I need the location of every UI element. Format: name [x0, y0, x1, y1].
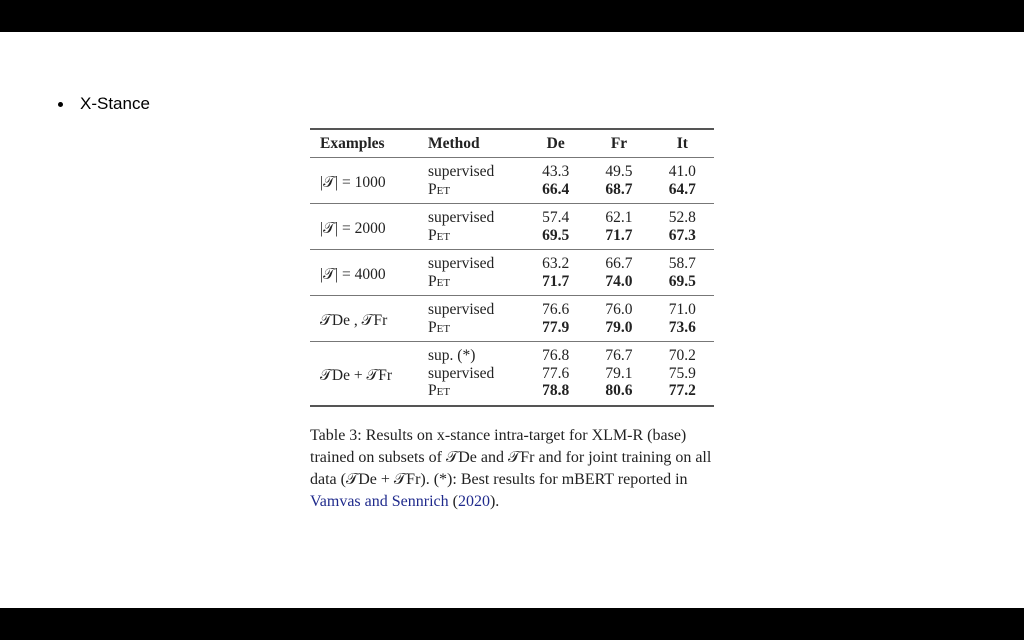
- score-fr-cell: 76.0: [605, 301, 633, 318]
- examples-cell: 𝒯De , 𝒯Fr: [320, 312, 388, 330]
- table-group: [310, 204, 714, 250]
- score-it-cell: 73.6: [668, 318, 696, 336]
- score-fr-cell: 49.5: [605, 163, 633, 180]
- bullet-item: [58, 94, 150, 114]
- score-fr-cell: 76.7: [605, 347, 633, 364]
- citation-year-link[interactable]: 2020: [457, 492, 490, 510]
- score-fr-cell: 74.0: [605, 272, 633, 290]
- score-de-cell: 78.8: [542, 382, 570, 399]
- table-row: [310, 204, 714, 227]
- score-de-cell: 76.8: [542, 347, 570, 364]
- table-row: [310, 250, 714, 273]
- score-de-cell: 77.6: [542, 364, 570, 382]
- score-it-cell: 52.8: [668, 209, 696, 226]
- examples-cell: |𝒯| = 4000: [320, 266, 386, 284]
- method-cell: Pet: [428, 272, 451, 290]
- method-cell: supervised: [428, 364, 495, 382]
- score-de-cell: 77.9: [542, 318, 570, 336]
- score-it-cell: 69.5: [668, 272, 696, 290]
- method-cell: supervised: [428, 255, 495, 272]
- header-fr: Fr: [587, 129, 650, 158]
- score-de-cell: 66.4: [542, 180, 570, 198]
- table-group: [310, 250, 714, 296]
- score-it-cell: 67.3: [668, 226, 696, 244]
- table-header-row: [310, 129, 714, 158]
- method-cell: Pet: [428, 180, 451, 198]
- score-it-cell: 71.0: [668, 301, 696, 318]
- results-table: [310, 128, 714, 407]
- examples-cell: |𝒯| = 1000: [320, 174, 386, 192]
- score-it-cell: 64.7: [668, 180, 696, 198]
- score-it-cell: 75.9: [668, 364, 696, 382]
- score-de-cell: 69.5: [542, 226, 570, 244]
- score-fr-cell: 68.7: [605, 180, 633, 198]
- method-cell: Pet: [428, 382, 451, 399]
- score-de-cell: 71.7: [542, 272, 570, 290]
- table-caption: [310, 425, 716, 513]
- header-de: De: [524, 129, 587, 158]
- score-fr-cell: 80.6: [605, 382, 633, 399]
- score-fr-cell: 79.1: [605, 364, 633, 382]
- table-group: [310, 158, 714, 204]
- score-de-cell: 76.6: [542, 301, 570, 318]
- slide: [0, 32, 1024, 608]
- score-de-cell: 63.2: [542, 255, 570, 272]
- header-method: Method: [422, 129, 524, 158]
- score-it-cell: 77.2: [668, 382, 696, 399]
- header-it: It: [651, 129, 714, 158]
- table-group: [310, 342, 714, 406]
- bullet-label: X-Stance: [80, 94, 150, 113]
- table-row: [310, 342, 714, 365]
- citation-link[interactable]: Vamvas and Sennrich: [310, 492, 449, 510]
- method-cell: supervised: [428, 301, 495, 318]
- examples-cell: 𝒯De + 𝒯Fr: [320, 367, 393, 384]
- table-row: [310, 296, 714, 319]
- score-it-cell: 70.2: [668, 347, 696, 364]
- examples-cell: |𝒯| = 2000: [320, 220, 386, 238]
- method-cell: Pet: [428, 318, 451, 336]
- table-row: [310, 158, 714, 181]
- score-fr-cell: 66.7: [605, 255, 633, 272]
- header-examples: Examples: [310, 129, 422, 158]
- score-it-cell: 41.0: [668, 163, 696, 180]
- table-group: [310, 296, 714, 342]
- score-it-cell: 58.7: [668, 255, 696, 272]
- caption-paren: (: [448, 492, 458, 510]
- paper-excerpt: [310, 128, 720, 513]
- score-fr-cell: 62.1: [605, 209, 633, 226]
- bullet-dot-icon: [58, 102, 63, 107]
- method-cell: supervised: [428, 163, 495, 180]
- score-de-cell: 43.3: [542, 163, 570, 180]
- score-fr-cell: 71.7: [605, 226, 633, 244]
- method-cell: Pet: [428, 226, 451, 244]
- method-cell: supervised: [428, 209, 495, 226]
- method-cell: sup. (*): [428, 347, 476, 364]
- caption-text: Table 3: Results on x-stance intra-target for XLM-R (base) trained on subsets of 𝒯De and 𝒯Fr and for joint training on all data (𝒯De + 𝒯Fr). (*): Best results for mBERT reported in: [310, 426, 712, 488]
- score-fr-cell: 79.0: [605, 318, 633, 336]
- score-de-cell: 57.4: [542, 209, 570, 226]
- caption-end: ).: [489, 492, 500, 510]
